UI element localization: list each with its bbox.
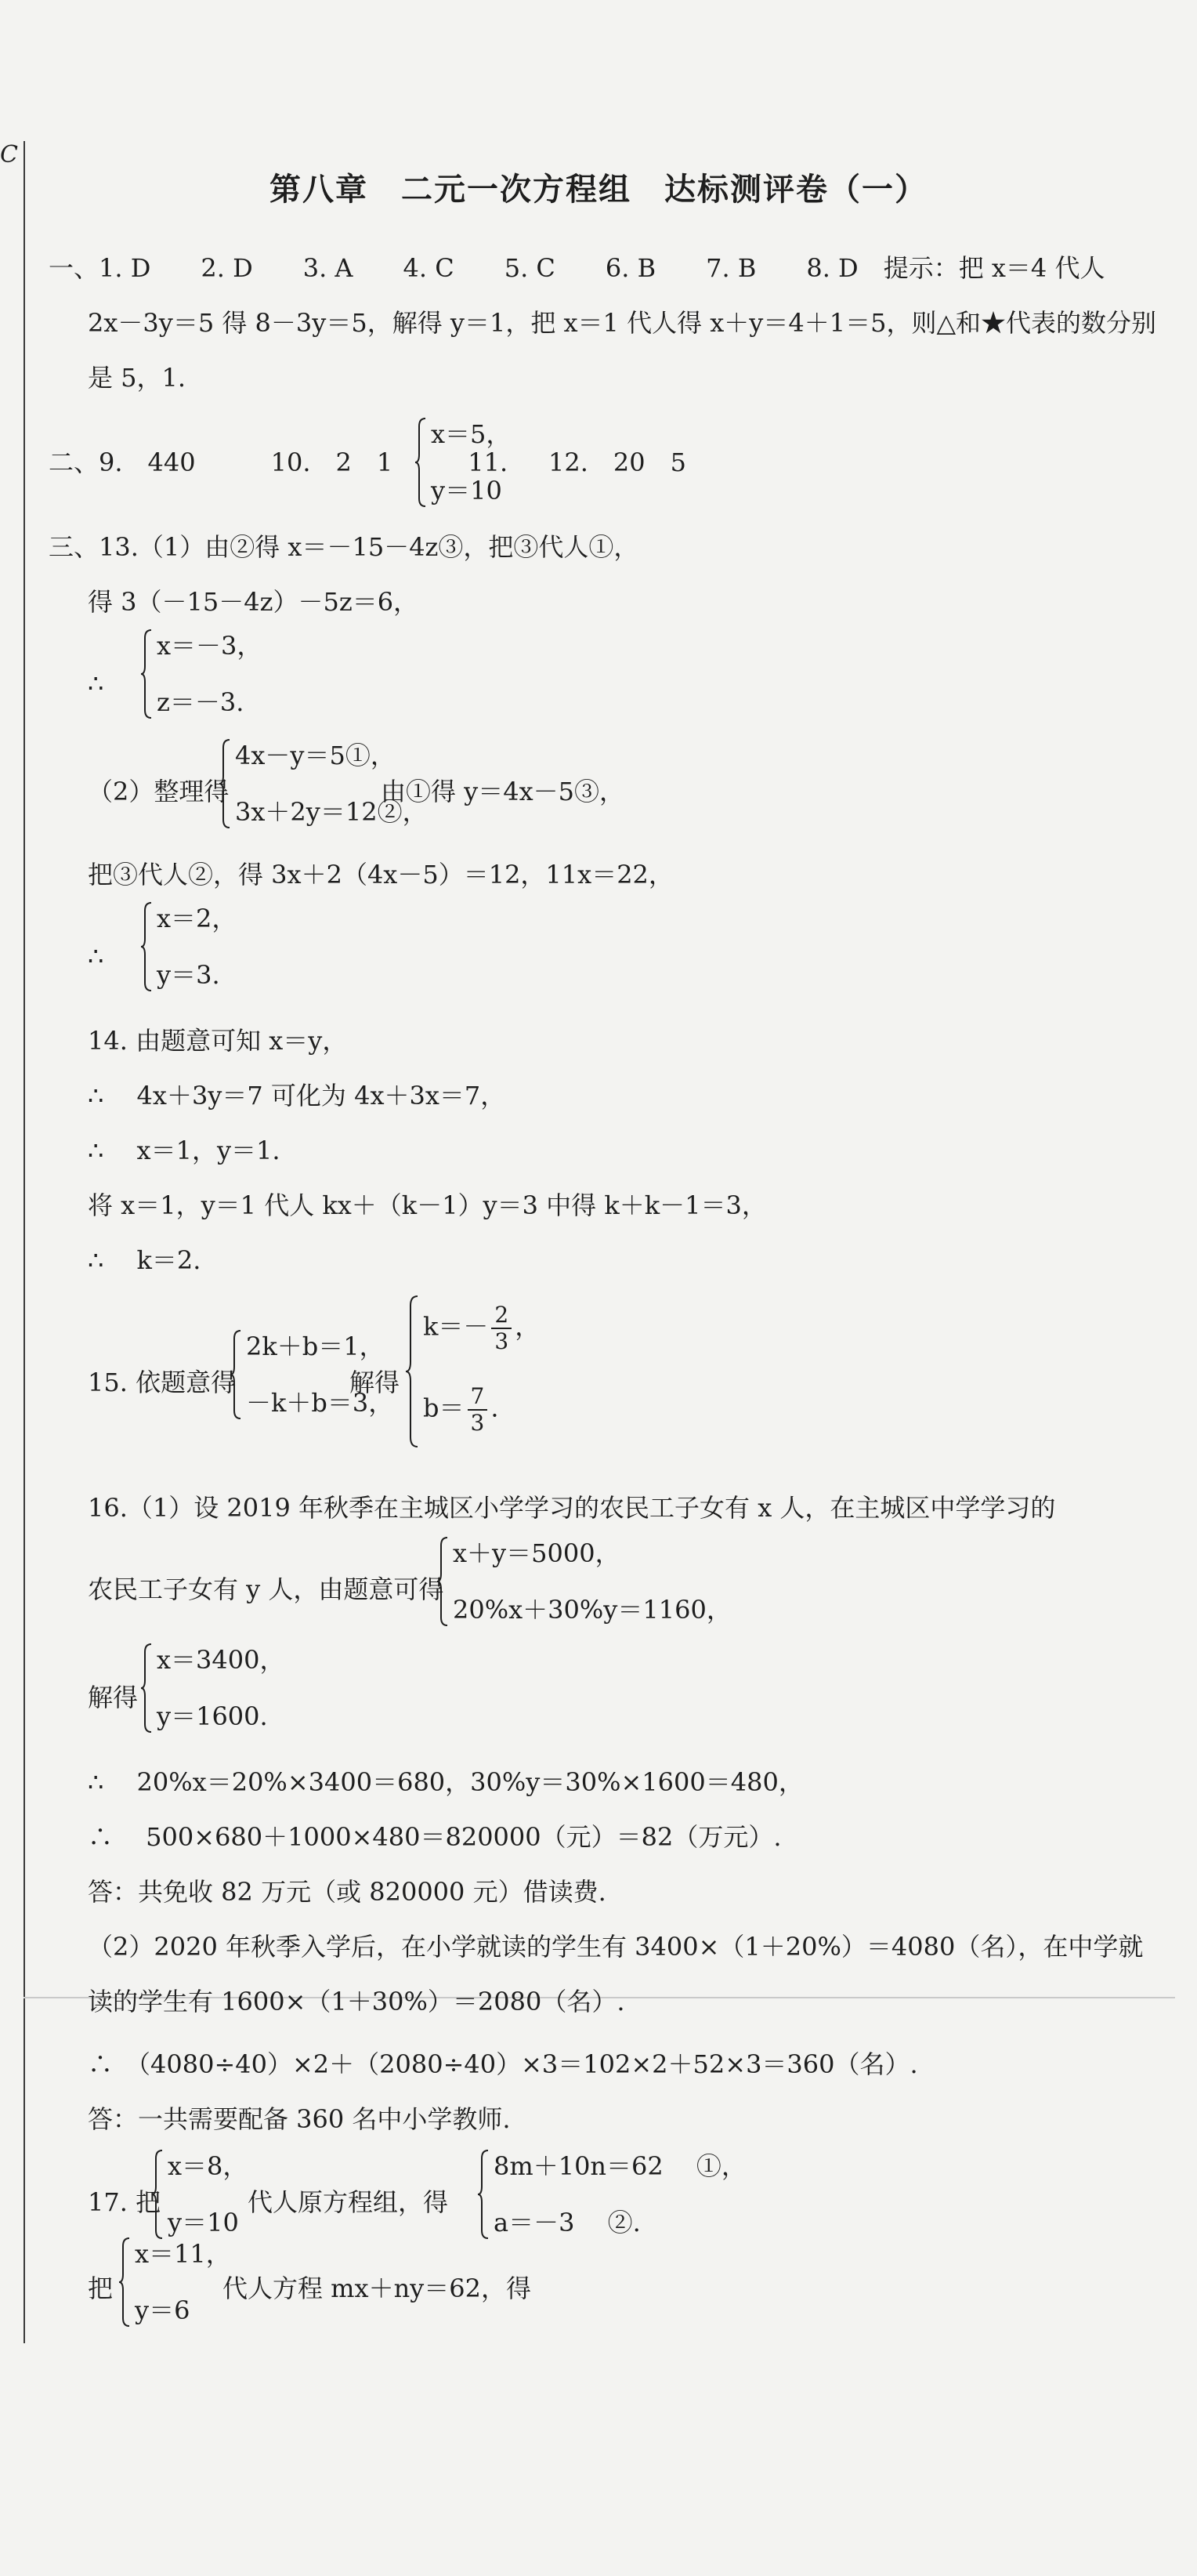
q11-eq-top: x＝5，	[431, 419, 512, 449]
left-brace-icon	[139, 1641, 154, 1735]
q16-line1: 16.（1）设 2019 年秋季在主城区小学学习的农民工子女有 x 人，在主城区中学学习的	[88, 1493, 1056, 1523]
section2-suffix: 12. 20 5	[548, 447, 686, 477]
q11-eq-bottom: y＝10	[431, 476, 502, 505]
q16-eq-top: x＋y＝5000，	[453, 1538, 620, 1568]
q17-v2-bottom: y＝6	[135, 2295, 190, 2325]
q17-eq-top: 8m＋10n＝62 ①，	[494, 2151, 747, 2181]
q16-eq-bottom: 20%x＋30%y＝1160，	[453, 1595, 732, 1625]
q13-line1: 三、13.（1）由②得 x＝－15－4z③，把③代人①，	[49, 532, 639, 562]
left-brace-icon	[414, 415, 428, 509]
q13-a2-bottom: y＝3.	[157, 960, 220, 990]
q13-line3: 把③代人②，得 3x＋2（4x－5）＝12，11x＝22，	[88, 860, 674, 889]
q16-solution-prefix: 解得	[88, 1683, 139, 1712]
section2-prefix: 二、9. 440 10. 2 1 11.	[49, 447, 508, 477]
q13-part2-prefix: （2）整理得	[88, 777, 230, 806]
left-brace-icon	[476, 2147, 490, 2241]
q14-line1: 14. 由题意可知 x＝y，	[88, 1026, 348, 1056]
q16-line6: （2）2020 年秋季入学后，在小学就读的学生有 3400×（1＋20%）＝4080（名），在中学就	[88, 1932, 1144, 1962]
q13-part2-system	[218, 737, 428, 831]
q13-line2: 得 3（－15－4z）－5z＝6，	[88, 587, 419, 617]
q15-b-tail: .	[490, 1393, 499, 1423]
q15-k-value	[423, 1302, 540, 1354]
left-brace-icon	[139, 900, 154, 994]
q15-b-lhs: b＝	[423, 1393, 465, 1423]
q13-a1-bottom: z＝－3.	[157, 687, 244, 717]
left-brace-icon	[118, 2235, 132, 2329]
q16-sol-bottom: y＝1600.	[157, 1701, 268, 1731]
q15-eq-top: 2k＋b＝1，	[246, 1331, 385, 1361]
section1-line2: 2x－3y＝5 得 8－3y＝5，解得 y＝1，把 x＝1 代人得 x＋y＝4＋1＝5，则△和★代表的数分别	[88, 308, 1157, 338]
left-brace-icon	[404, 1293, 420, 1450]
left-brace-icon	[139, 627, 154, 721]
q17-line2-prefix: 把	[88, 2273, 114, 2303]
q17-v2-top: x＝11，	[135, 2239, 231, 2269]
q15-b-numerator: 7	[468, 1384, 488, 1411]
q16-solution-system	[139, 1641, 296, 1735]
q16-line4: ∴ 500×680＋1000×480＝820000（元）＝82（万元）.	[88, 1822, 782, 1852]
q15-eq-bottom: －k＋b＝3，	[246, 1388, 394, 1418]
q17-v1-top: x＝8，	[168, 2151, 248, 2181]
q13-a2-top: x＝2，	[157, 904, 237, 933]
section1-line3: 是 5，1.	[88, 363, 186, 393]
q15-k-denominator: 3	[494, 1328, 509, 1354]
q15-solution	[404, 1293, 545, 1450]
q15-k-tail: ，	[515, 1311, 541, 1342]
q17-eq-bottom: a＝－3 ②.	[494, 2208, 641, 2237]
q16-line5: 答：共免收 82 万元（或 820000 元）借读费.	[88, 1877, 606, 1907]
q14-line4: 将 x＝1，y＝1 代人 kx＋（k－1）y＝3 中得 k＋k－1＝3，	[88, 1190, 767, 1220]
q17-line2-suffix: 代人方程 mx＋ny＝62，得	[222, 2273, 531, 2303]
q15-k-lhs: k＝－	[423, 1311, 489, 1342]
section1-line1: 一、1. D 2. D 3. A 4. C 5. C 6. B 7. B 8. D 提示：把 x＝4 代人	[49, 253, 1105, 283]
binding-margin-line	[24, 141, 25, 2343]
q15-b-denominator: 3	[470, 1410, 485, 1436]
q11-system	[414, 415, 515, 509]
q16-line3: ∴ 20%x＝20%×3400＝680，30%y＝30%×1600＝480，	[88, 1767, 804, 1797]
q13-answer1-system	[139, 627, 296, 721]
q15-k-numerator: 2	[491, 1302, 512, 1329]
q17-values2	[118, 2235, 231, 2329]
left-brace-icon	[436, 1534, 450, 1629]
q16-line9: 答：一共需要配备 360 名中小学教师.	[88, 2104, 511, 2134]
q17-prefix: 17. 把	[88, 2187, 161, 2217]
left-brace-icon	[150, 2147, 165, 2241]
q16-line2-prefix: 农民工子女有 y 人，由题意可得	[88, 1574, 444, 1604]
q14-line2: ∴ 4x＋3y＝7 可化为 4x＋3x＝7，	[88, 1081, 506, 1110]
q17-middle: 代人原方程组，得	[248, 2187, 449, 2217]
q13-a1-top: x＝－3，	[157, 631, 262, 661]
q16-sol-top: x＝3400，	[157, 1645, 285, 1675]
q15-k-fraction	[491, 1302, 512, 1354]
q17-values1	[150, 2147, 252, 2241]
q15-prefix: 15. 依题意得	[88, 1368, 237, 1397]
q16-line7: 读的学生有 1600×（1＋30%）＝2080（名）.	[88, 1987, 625, 2016]
q15-solve-label: 解得	[349, 1368, 400, 1397]
q13-p2-top: 4x－y＝5①，	[235, 741, 396, 770]
q13-answer2-system	[139, 900, 296, 994]
q14-line3: ∴ x＝1，y＝1.	[88, 1136, 280, 1165]
q15-b-value	[423, 1384, 499, 1436]
q16-system	[436, 1534, 732, 1629]
q14-line5: ∴ k＝2.	[88, 1245, 201, 1275]
corner-mark: C	[0, 141, 18, 168]
left-brace-icon	[218, 737, 232, 831]
q15-b-fraction	[468, 1384, 488, 1436]
q13-p2-bottom: 3x＋2y＝12②，	[235, 797, 428, 827]
page-title: 第八章 二元一次方程组 达标测评卷（一）	[269, 172, 928, 208]
q16-line8: ∴ （4080÷40）×2＋（2080÷40）×3＝102×2＋52×3＝360（名）.	[88, 2049, 918, 2079]
q17-v1-bottom: y＝10	[168, 2208, 239, 2237]
q13-part2-suffix: 由①得 y＝4x－5③，	[381, 777, 625, 806]
left-brace-icon	[229, 1328, 243, 1422]
q17-system	[476, 2147, 805, 2241]
q13-therefore-2: ∴	[88, 941, 104, 971]
q13-therefore-1: ∴	[88, 668, 104, 698]
